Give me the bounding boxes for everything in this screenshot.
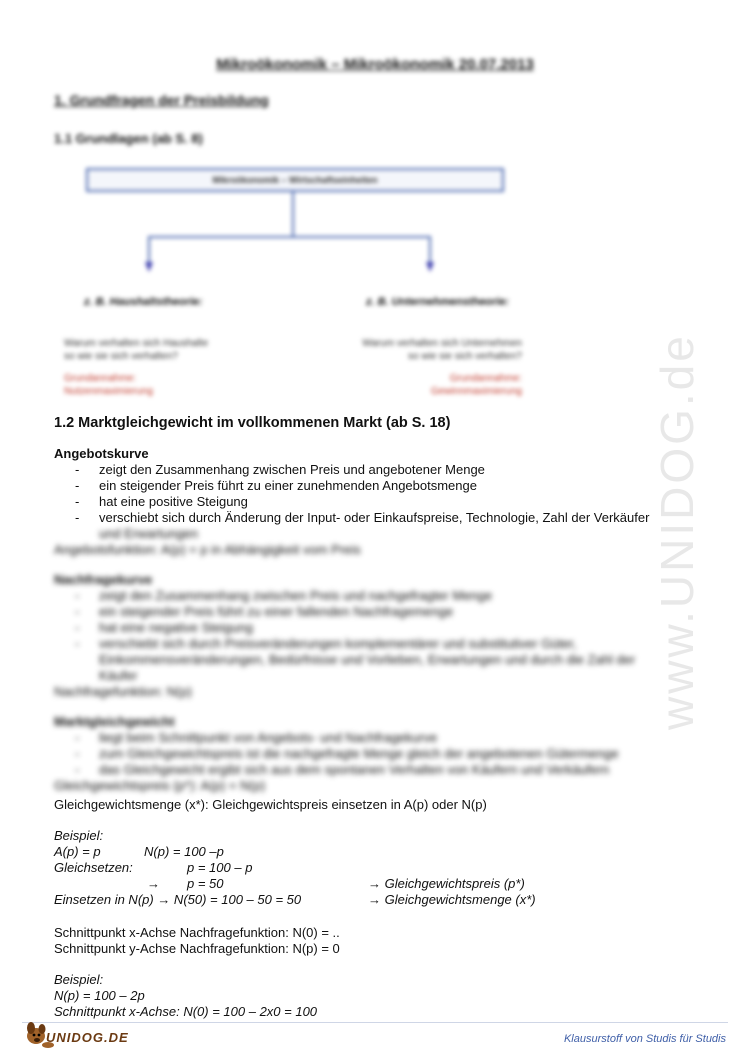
diagram-left-answer: [64, 372, 153, 398]
list-item: - liegt beim Schnittpunkt von Angebots- und Nachfragekurve: [75, 730, 438, 745]
text-line: Warum verhalten sich Haushalte: [64, 338, 209, 349]
example-demand: N(p) = 100 –p: [144, 844, 224, 859]
list-item-text: das Gleichgewicht ergibt sich aus dem spontanen Verhalten von Käufern und Verkäufern: [99, 762, 610, 777]
theory-diagram: [0, 0, 750, 410]
text-line: Gewinnmaximierung: [430, 386, 522, 397]
text-line: Grundannahme:: [64, 373, 137, 384]
diagram-right-answer: [380, 372, 522, 398]
text-line: und Erwartungen: [99, 526, 199, 541]
list-item: - ein steigender Preis führt zu einer fallenden Nachfragemenge: [75, 604, 454, 619]
equilibrium-quantity: Gleichgewichtsmenge (x*): Gleichgewichtspreis einsetzen in A(p) oder N(p): [54, 797, 487, 812]
example-result: → Gleichgewichtsmenge (x*): [368, 892, 536, 907]
example-1: [54, 828, 614, 908]
text-line: Grundannahme:: [449, 373, 522, 384]
list-item-text: liegt beim Schnittpunkt von Angebots- und Nachfragekurve: [99, 730, 438, 745]
example-step-eq: Einsetzen in N(p) → N(50) = 100 – 50 = 50: [54, 892, 302, 907]
diagram-connector: [148, 236, 431, 238]
list-item-continuation: [54, 668, 635, 684]
example-2: [54, 972, 317, 1020]
equilibrium-price: Gleichgewichtspreis (p*): A(p) = N(p): [54, 778, 266, 793]
list-item: - das Gleichgewicht ergibt sich aus dem spontanen Verhalten von Käufern und Verkäufern: [75, 762, 610, 777]
footer-tagline: Klausurstoff von Studis für Studis: [563, 1033, 726, 1045]
list-item-text: zeigt den Zusammenhang zwischen Preis und nachgefragter Menge: [99, 588, 493, 603]
watermark: www.UNIDOG.de: [651, 333, 703, 730]
example-label: Beispiel:: [54, 828, 104, 843]
diagram-connector: [292, 190, 294, 238]
list-item-text: hat eine negative Steigung: [99, 620, 253, 635]
text-line: Käufer: [99, 668, 138, 683]
diagram-right-question: [340, 337, 522, 363]
list-item-text: verschiebt sich durch Preisveränderungen komplementärer und substitutiver Güter,: [99, 636, 577, 651]
diagram-left-question: [64, 337, 208, 363]
logo-text: UNIDOG.DE: [46, 1030, 129, 1045]
section-heading-1: 1. Grundfragen der Preisbildung: [54, 92, 269, 108]
example-label: Beispiel:: [54, 972, 104, 987]
arrow-down-icon: [426, 262, 434, 272]
diagram-connector: [429, 236, 431, 262]
text-line: Warum verhalten sich Unternehmen: [362, 338, 522, 349]
example-demand: N(p) = 100 – 2p: [54, 988, 145, 1003]
list-item-text: zeigt den Zusammenhang zwischen Preis und angebotener Menge: [99, 462, 485, 477]
equilibrium-heading: Marktgleichgewicht: [54, 714, 175, 729]
list-item-text: hat eine positive Steigung: [99, 494, 248, 509]
arrow-down-icon: [145, 262, 153, 272]
diagram-top-box: Mikroökonomik – Wirtschaftseinheiten: [86, 168, 504, 192]
list-item-continuation: [54, 526, 635, 542]
list-item-continuation: [54, 652, 635, 668]
section-heading-1-2: 1.2 Marktgleichgewicht im vollkommenen Markt (ab S. 18): [54, 415, 451, 431]
example-result: → Gleichgewichtspreis (p*): [368, 876, 525, 891]
list-item-text: ein steigender Preis führt zu einer zunehmenden Angebotsmenge: [99, 478, 477, 493]
demand-heading: Nachfragekurve: [54, 572, 153, 587]
list-item-text: ein steigender Preis führt zu einer fallenden Nachfragemenge: [99, 604, 454, 619]
list-item: - zum Gleichgewichtspreis ist die nachgefragte Menge gleich der angebotenen Gütermenge: [75, 746, 619, 761]
list-item: - verschiebt sich durch Preisveränderungen komplementärer und substitutiver Güter,: [75, 636, 577, 651]
example-step-label: Gleichsetzen:: [54, 860, 133, 875]
text-line: so wie sie sich verhalten?: [408, 351, 522, 362]
list-item-text: verschiebt sich durch Änderung der Input- oder Einkaufspreise, Technologie, Zahl der Verkäufer: [99, 510, 650, 525]
arrow-right-icon: →: [147, 876, 160, 891]
example-step-eq: p = 50: [187, 876, 224, 891]
list-item: - hat eine positive Steigung: [75, 494, 248, 509]
demand-function: Nachfragefunktion: N(p): [54, 684, 193, 699]
text-line: so wie sie sich verhalten?: [64, 351, 178, 362]
document-title: Mikroökonomik – Mikroökonomik 20.07.2013: [216, 56, 534, 73]
intercept-x: Schnittpunkt x-Achse Nachfragefunktion: N(0) = ..: [54, 925, 340, 940]
text-line: Einkommensveränderungen, Bedürfnisse und Vorlieben, Erwartungen und durch die Zahl der: [99, 652, 636, 667]
supply-curve-section: [54, 446, 649, 526]
intercepts: [54, 925, 340, 957]
blurred-content: [54, 526, 635, 794]
list-item: - verschiebt sich durch Änderung der Input- oder Einkaufspreise, Technologie, Zahl der Verkäufer: [75, 510, 650, 525]
list-item-text: zum Gleichgewichtspreis ist die nachgefragte Menge gleich der angebotenen Gütermenge: [99, 746, 619, 761]
diagram-left-heading: z. B. Haushaltstheorie:: [84, 296, 203, 308]
diagram-right-heading: z. B. Unternehmenstheorie:: [366, 296, 510, 308]
example-intercept: Schnittpunkt x-Achse: N(0) = 100 – 2x0 = 100: [54, 1004, 318, 1019]
supply-heading: Angebotskurve: [54, 446, 149, 461]
list-item: - ein steigender Preis führt zu einer zunehmenden Angebotsmenge: [75, 478, 477, 493]
example-supply: A(p) = p: [54, 844, 101, 859]
diagram-connector: [148, 236, 150, 262]
list-item: - hat eine negative Steigung: [75, 620, 253, 635]
text-line: Nutzenmaximierung: [64, 386, 153, 397]
example-step-eq: p = 100 – p: [187, 860, 253, 875]
list-item: - zeigt den Zusammenhang zwischen Preis und angebotener Menge: [75, 462, 485, 477]
supply-function: Angebotsfunktion: A(p) = p in Abhängigkeit vom Preis: [54, 542, 361, 557]
intercept-y: Schnittpunkt y-Achse Nachfragefunktion: N(p) = 0: [54, 941, 340, 956]
section-heading-1-1: 1.1 Grundlagen (ab S. 8): [54, 131, 203, 146]
list-item: - zeigt den Zusammenhang zwischen Preis und nachgefragter Menge: [75, 588, 493, 603]
